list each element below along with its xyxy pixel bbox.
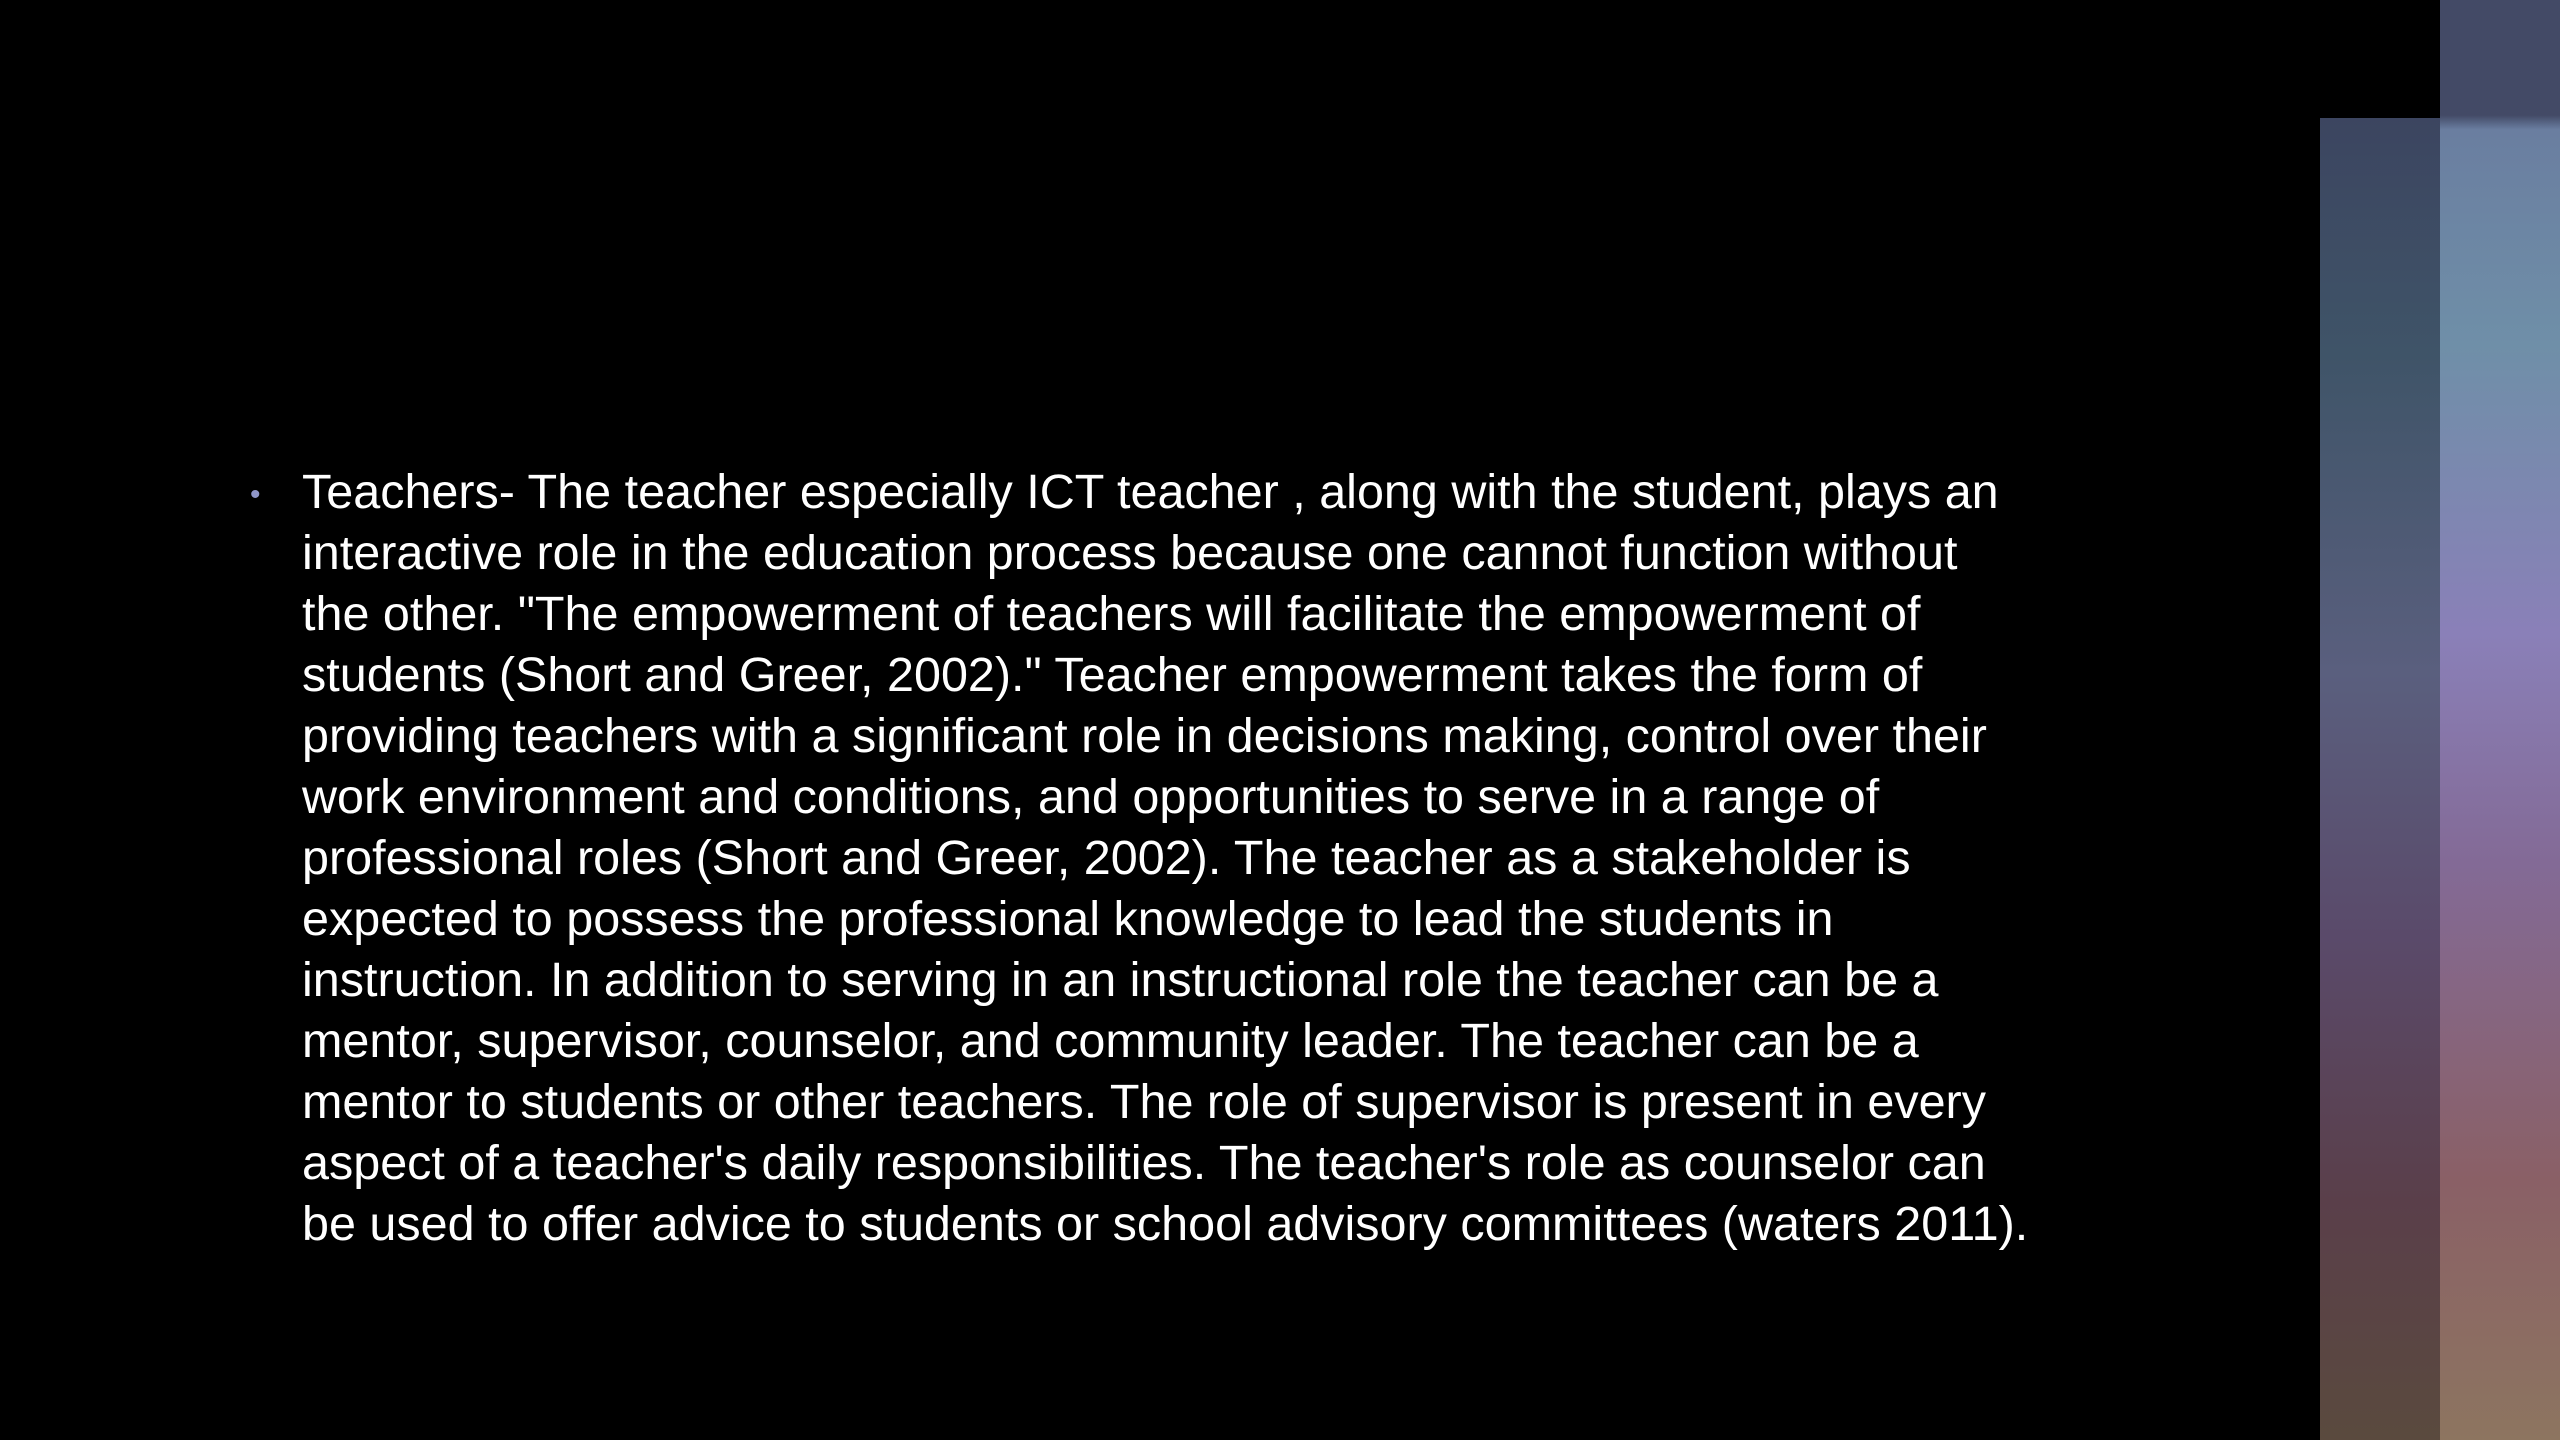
decorative-gradient-strip-outer [2440,0,2560,1440]
decorative-gradient-strip-inner [2320,118,2440,1440]
text-line: Teachers- The teacher especially ICT teacher , along with the student, plays an [302,465,1999,519]
bullet-item [250,462,2250,1255]
text-line: professional roles (Short and Greer, 2002). The teacher as a stakeholder is [302,831,1911,885]
text-line: providing teachers with a significant role in decisions making, control over their [302,709,1987,763]
text-line: interactive role in the education process because one cannot function without [302,526,1958,580]
text-line: the other. "The empowerment of teachers will facilitate the empowerment of [302,587,1921,641]
text-line: aspect of a teacher's daily responsibilities. The teacher's role as counselor can [302,1136,1986,1190]
text-line: students (Short and Greer, 2002)." Teacher empowerment takes the form of [302,648,1923,702]
bullet-icon: • [250,478,261,511]
text-line: instruction. In addition to serving in an instructional role the teacher can be a [302,953,1939,1007]
text-line: mentor to students or other teachers. The role of supervisor is present in every [302,1075,1986,1129]
text-line: mentor, supervisor, counselor, and community leader. The teacher can be a [302,1014,1919,1068]
text-line: be used to offer advice to students or school advisory committees (waters 2011). [302,1197,2029,1251]
bullet-text [302,462,2250,1255]
slide-content [250,462,2250,1255]
text-line: work environment and conditions, and opportunities to serve in a range of [302,770,1880,824]
text-line: expected to possess the professional knowledge to lead the students in [302,892,1834,946]
